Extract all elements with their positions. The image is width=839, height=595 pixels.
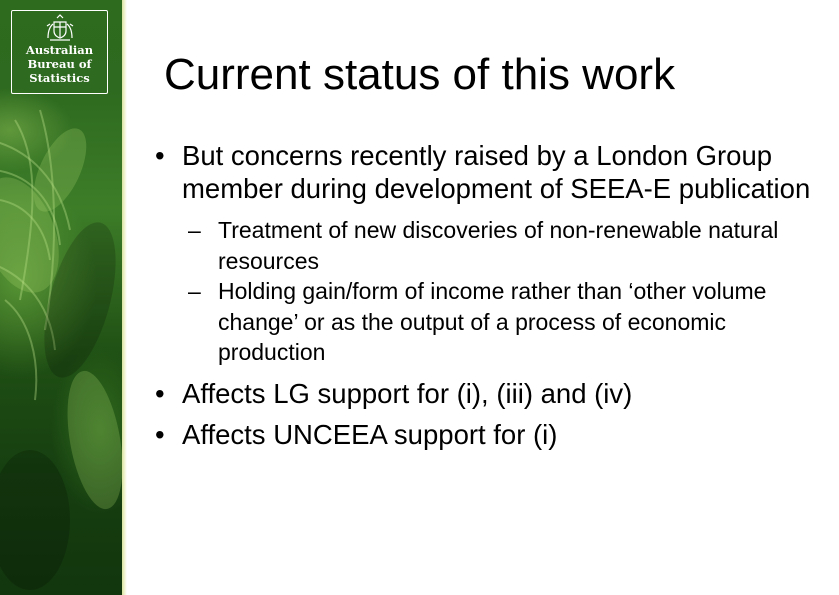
logo-line-2: Bureau of [27,57,92,71]
sidebar-edge-stripe [122,0,127,595]
bullet-item-1 [155,139,815,205]
bullet-marker: • [155,140,165,171]
bullet-marker: • [155,418,165,450]
logo-wordmark [12,43,107,85]
bullet-list [155,139,815,451]
slide-title: Current status of this work [164,50,676,99]
bullet-item-2 [155,377,815,410]
sub-bullet-text: Treatment of new discoveries of non-renewable natural resources [218,217,779,274]
sidebar-decoration [0,0,122,595]
sub-bullet-text: Holding gain/form of income rather than ‘other volume change’ or as the output of a process of economic production [218,278,767,365]
dash-marker: – [188,278,201,304]
bullet-text: Affects LG support for (i), (iii) and (iv) [182,377,633,409]
sub-bullet-item-2 [155,276,815,368]
bullet-marker: • [155,377,165,409]
bullet-item-3 [155,418,815,451]
sub-bullet-item-1 [155,215,815,276]
logo-line-1: Australian [25,43,94,57]
abs-logo [11,10,108,94]
bullet-text: Affects UNCEEA support for (i) [182,418,558,450]
dash-marker: – [188,217,201,243]
logo-line-3: Statistics [29,71,90,85]
coat-of-arms-icon [44,14,76,42]
bullet-text: But concerns recently raised by a London Group member during development of SEEA-E publication [182,140,811,204]
